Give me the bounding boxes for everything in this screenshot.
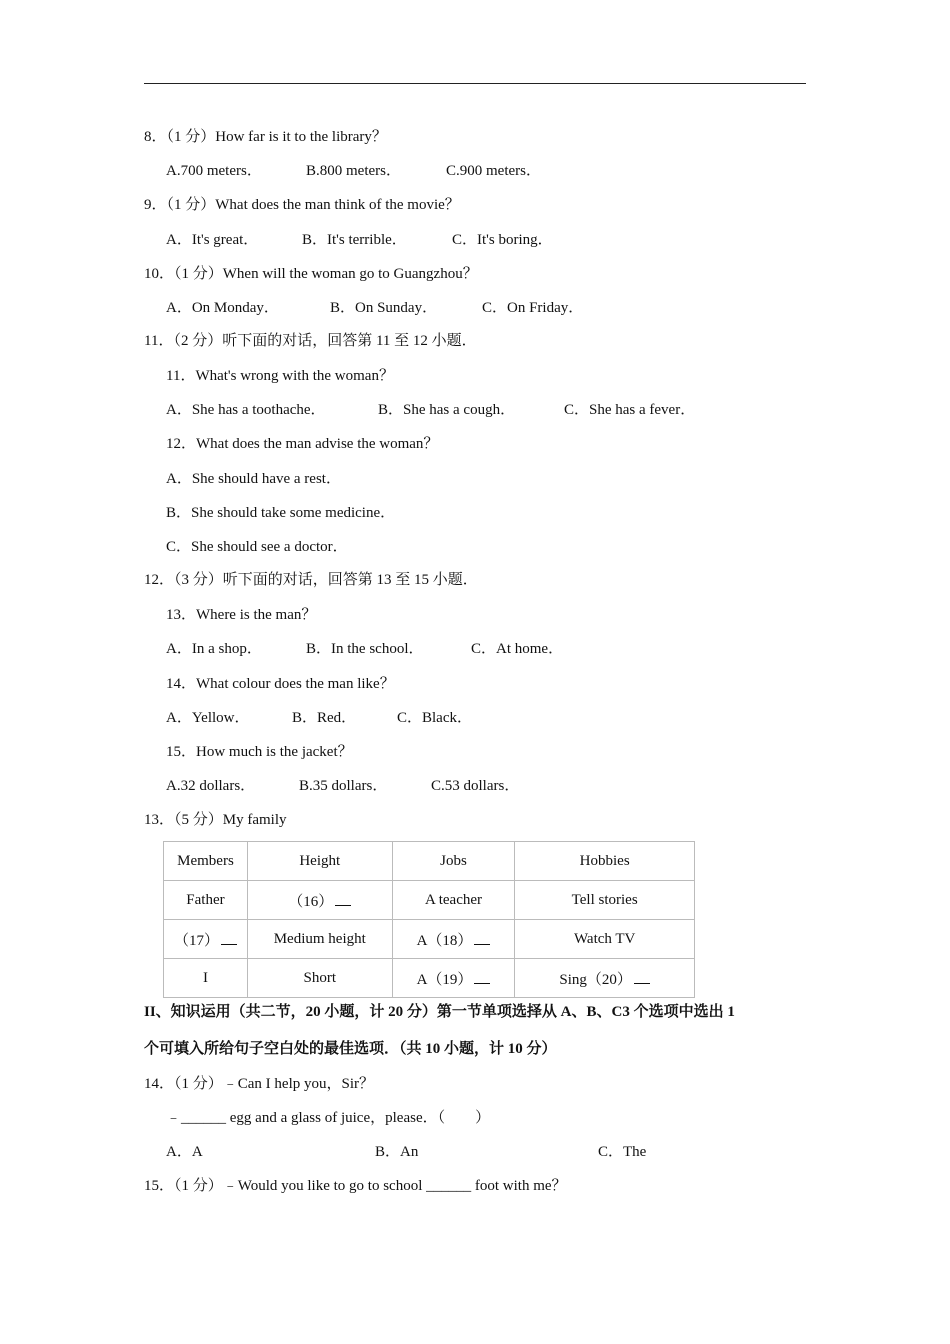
answer-blank[interactable] xyxy=(474,971,490,984)
table-cell: Father xyxy=(164,881,248,920)
s15-option-b: B.35 dollars． xyxy=(299,778,388,794)
answer-blank[interactable] xyxy=(474,932,490,945)
table-cell: I xyxy=(164,959,248,998)
header-cell: Jobs xyxy=(392,842,515,881)
question-14-stem: 14．（1 分）﹣Can I help you，Sir？ xyxy=(144,1076,374,1092)
q10-option-a: A．On Monday． xyxy=(166,300,279,316)
table-cell: Tell stories xyxy=(515,881,695,920)
s13-option-b: B．In the school． xyxy=(306,641,424,657)
subquestion-11: 11．What's wrong with the woman？ xyxy=(166,368,394,384)
q9-option-a: A．It's great． xyxy=(166,232,259,248)
q9-option-b: B．It's terrible． xyxy=(302,232,407,248)
q14-option-a: A．A xyxy=(166,1144,203,1160)
s13-option-a: A．In a shop． xyxy=(166,641,262,657)
section-2-heading-line-1: II、知识运用（共二节，20 小题，计 20 分）第一节单项选择从 A、B、C3 个选项中选出 1 xyxy=(144,1004,735,1020)
table-header-row xyxy=(164,842,695,881)
blank-number: A（18） xyxy=(416,932,473,949)
subquestion-14: 14．What colour does the man like？ xyxy=(166,676,395,692)
question-14-line-2: ﹣______ egg and a glass of juice，please．（ ） xyxy=(166,1110,491,1126)
q8-option-a: A.700 meters． xyxy=(166,163,262,179)
blank-number: （17） xyxy=(173,932,219,949)
blank-number: （16） xyxy=(288,893,334,910)
question-9-stem: 9．（1 分）What does the man think of the movie？ xyxy=(144,197,460,213)
table-row xyxy=(164,959,695,998)
blank-number: Sing（20） xyxy=(559,971,632,988)
q14-option-c: C．The xyxy=(598,1144,647,1160)
section-2-heading-line-2: 个可填入所给句子空白处的最佳选项．（共 10 小题，计 10 分） xyxy=(144,1041,557,1057)
s12-option-c: C．She should see a doctor． xyxy=(166,539,348,555)
family-table xyxy=(163,841,695,998)
subquestion-15: 15．How much is the jacket？ xyxy=(166,744,353,760)
s12-option-a: A．She should have a rest． xyxy=(166,471,341,487)
question-11-stem: 11．（2 分）听下面的对话，回答第 11 至 12 小题． xyxy=(144,333,477,349)
s14-option-a: A．Yellow． xyxy=(166,710,250,726)
s15-option-c: C.53 dollars． xyxy=(431,778,520,794)
blank-number: A（19） xyxy=(416,971,473,988)
answer-blank[interactable] xyxy=(335,893,351,906)
table-cell xyxy=(164,920,248,959)
table-cell: A teacher xyxy=(392,881,515,920)
table-cell: Medium height xyxy=(247,920,392,959)
subquestion-12: 12．What does the man advise the woman？ xyxy=(166,436,439,452)
question-8-stem: 8．（1 分）How far is it to the library？ xyxy=(144,129,387,145)
table-cell xyxy=(515,959,695,998)
question-12-stem: 12．（3 分）听下面的对话，回答第 13 至 15 小题． xyxy=(144,572,478,588)
question-13-stem: 13．（5 分）My family xyxy=(144,812,287,828)
header-cell: Height xyxy=(247,842,392,881)
s13-option-c: C．At home． xyxy=(471,641,564,657)
header-cell: Hobbies xyxy=(515,842,695,881)
q10-option-c: C．On Friday． xyxy=(482,300,584,316)
answer-blank[interactable] xyxy=(221,932,237,945)
question-15-stem: 15．（1 分）﹣Would you like to go to school ______ foot with me？ xyxy=(144,1178,567,1194)
table-cell xyxy=(392,920,515,959)
table-cell xyxy=(247,881,392,920)
s11-option-a: A．She has a toothache． xyxy=(166,402,326,418)
q14-option-b: B．An xyxy=(375,1144,419,1160)
q10-option-b: B．On Sunday． xyxy=(330,300,438,316)
q8-option-c: C.900 meters． xyxy=(446,163,541,179)
table-cell: Short xyxy=(247,959,392,998)
q9-option-c: C．It's boring． xyxy=(452,232,553,248)
table-cell: Watch TV xyxy=(515,920,695,959)
s11-option-c: C．She has a fever． xyxy=(564,402,696,418)
answer-blank[interactable] xyxy=(634,971,650,984)
s15-option-a: A.32 dollars． xyxy=(166,778,256,794)
table-cell xyxy=(392,959,515,998)
header-rule xyxy=(144,83,806,84)
s14-option-c: C．Black． xyxy=(397,710,472,726)
s11-option-b: B．She has a cough． xyxy=(378,402,516,418)
header-cell: Members xyxy=(164,842,248,881)
subquestion-13: 13．Where is the man？ xyxy=(166,607,317,623)
question-10-stem: 10．（1 分）When will the woman go to Guangzhou？ xyxy=(144,266,478,282)
s14-option-b: B．Red． xyxy=(292,710,357,726)
table-row xyxy=(164,920,695,959)
table-row xyxy=(164,881,695,920)
s12-option-b: B．She should take some medicine． xyxy=(166,505,396,521)
q8-option-b: B.800 meters． xyxy=(306,163,401,179)
